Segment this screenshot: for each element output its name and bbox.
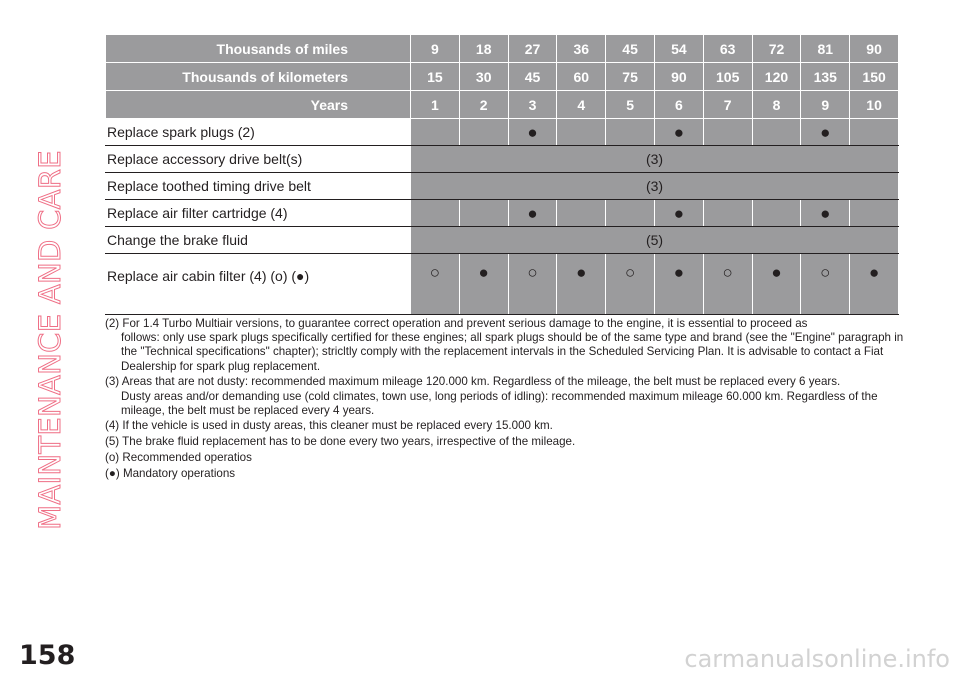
footnote-reference: (3) — [411, 146, 899, 173]
schedule-cell — [459, 119, 508, 146]
schedule-cell — [557, 119, 606, 146]
row-replace-cabin-filter — [106, 254, 899, 315]
section-title: MAINTENANCE AND CARE — [33, 150, 67, 530]
header-label: Thousands of kilometers — [106, 63, 411, 91]
footnote-3 — [105, 375, 905, 418]
mandatory-mark: ● — [654, 119, 703, 146]
header-value: 9 — [801, 91, 850, 119]
row-label: Replace air cabin filter (4) (o) (●) — [106, 254, 411, 315]
schedule-cell — [411, 119, 460, 146]
header-value: 7 — [703, 91, 752, 119]
footnote-reference: (3) — [411, 173, 899, 200]
schedule-cell — [752, 119, 801, 146]
footnote-text: (5) The brake fluid replacement has to be done every two years, irrespective of the mileage. — [105, 435, 576, 449]
header-value: 18 — [459, 35, 508, 63]
watermark: carmanualsonline.info — [684, 645, 950, 673]
header-value: 90 — [850, 35, 899, 63]
header-value: 8 — [752, 91, 801, 119]
header-label: Thousands of miles — [106, 35, 411, 63]
row-label: Change the brake fluid — [106, 227, 411, 254]
header-row-years — [106, 91, 899, 119]
footnote-5 — [105, 435, 905, 449]
schedule-cell — [850, 119, 899, 146]
row-replace-spark-plugs — [106, 119, 899, 146]
maintenance-schedule-table — [105, 34, 899, 315]
header-value: 2 — [459, 91, 508, 119]
mandatory-mark: ● — [557, 254, 606, 315]
recommended-mark: ○ — [508, 254, 557, 315]
mandatory-mark: ● — [801, 119, 850, 146]
mandatory-mark: ● — [459, 254, 508, 315]
row-replace-air-filter — [106, 200, 899, 227]
schedule-cell — [850, 200, 899, 227]
header-value: 63 — [703, 35, 752, 63]
legend-mandatory — [105, 467, 905, 481]
footnote-2 — [105, 317, 905, 374]
header-label: Years — [106, 91, 411, 119]
footnote-continuation: follows: only use spark plugs specifically certified for these engines; all spark plugs should be of the same type and brand (see the "Engine" paragraph in the "Technical specifications" chapter); stricltly comply with the replacement intervals in the Scheduled Servicing Plan. It is advisable to contact a Fiat Dealership for spark plug replacement. — [121, 331, 904, 373]
header-value: 120 — [752, 63, 801, 91]
footnotes — [105, 317, 905, 482]
header-value: 1 — [411, 91, 460, 119]
header-value: 4 — [557, 91, 606, 119]
footnote-continuation: Dusty areas and/or demanding use (cold climates, town use, long periods of idling): recommended maximum mileage 60.000 km. Regardless of the mileage, the belt must be replaced every 4 years. — [121, 389, 878, 417]
header-value: 5 — [606, 91, 655, 119]
row-label: Replace accessory drive belt(s) — [106, 146, 411, 173]
schedule-cell — [703, 119, 752, 146]
mandatory-mark: ● — [508, 119, 557, 146]
footnote-text: (4) If the vehicle is used in dusty areas, this cleaner must be replaced every 15.000 km. — [105, 419, 553, 433]
header-value: 75 — [606, 63, 655, 91]
header-row-kilometers — [106, 63, 899, 91]
mandatory-mark: ● — [654, 254, 703, 315]
row-label: Replace air filter cartridge (4) — [106, 200, 411, 227]
legend-recommended — [105, 451, 905, 465]
header-value: 6 — [654, 91, 703, 119]
header-value: 3 — [508, 91, 557, 119]
header-value: 81 — [801, 35, 850, 63]
footnote-reference: (5) — [411, 227, 899, 254]
schedule-cell — [411, 200, 460, 227]
schedule-cell — [752, 200, 801, 227]
header-value: 60 — [557, 63, 606, 91]
schedule-cell — [459, 200, 508, 227]
recommended-mark: ○ — [703, 254, 752, 315]
mandatory-mark: ● — [654, 200, 703, 227]
header-value: 54 — [654, 35, 703, 63]
mandatory-mark: ● — [508, 200, 557, 227]
schedule-cell — [606, 200, 655, 227]
header-value: 135 — [801, 63, 850, 91]
header-value: 72 — [752, 35, 801, 63]
footnote-text: (3) Areas that are not dusty: recommended maximum mileage 120.000 km. Regardless of the mileage, the belt must be replaced every 6 years. — [105, 375, 841, 389]
header-value: 30 — [459, 63, 508, 91]
mandatory-mark: ● — [801, 200, 850, 227]
header-value: 36 — [557, 35, 606, 63]
header-value: 15 — [411, 63, 460, 91]
recommended-mark: ○ — [801, 254, 850, 315]
footnote-text: (2) For 1.4 Turbo Multiair versions, to guarantee correct operation and prevent serious damage to the engine, it is essential to proceed as — [105, 317, 808, 330]
row-replace-timing-belt — [106, 173, 899, 200]
header-value: 45 — [606, 35, 655, 63]
header-value: 150 — [850, 63, 899, 91]
header-value: 9 — [411, 35, 460, 63]
row-label: Replace toothed timing drive belt — [106, 173, 411, 200]
schedule-cell — [557, 200, 606, 227]
recommended-mark: ○ — [606, 254, 655, 315]
header-value: 45 — [508, 63, 557, 91]
row-change-brake-fluid — [106, 227, 899, 254]
header-value: 105 — [703, 63, 752, 91]
mandatory-mark: ● — [850, 254, 899, 315]
mandatory-mark: ● — [752, 254, 801, 315]
header-value: 10 — [850, 91, 899, 119]
schedule-cell — [703, 200, 752, 227]
footnote-4 — [105, 419, 905, 433]
schedule-cell — [606, 119, 655, 146]
legend-text: (●) Mandatory operations — [105, 466, 236, 480]
page-number: 158 — [19, 640, 76, 671]
row-replace-accessory-drive-belts — [106, 146, 899, 173]
row-label: Replace spark plugs (2) — [106, 119, 411, 146]
header-value: 90 — [654, 63, 703, 91]
header-value: 27 — [508, 35, 557, 63]
legend-text: (o) Recommended operatios — [105, 450, 252, 464]
recommended-mark: ○ — [411, 254, 460, 315]
header-row-miles — [106, 35, 899, 63]
